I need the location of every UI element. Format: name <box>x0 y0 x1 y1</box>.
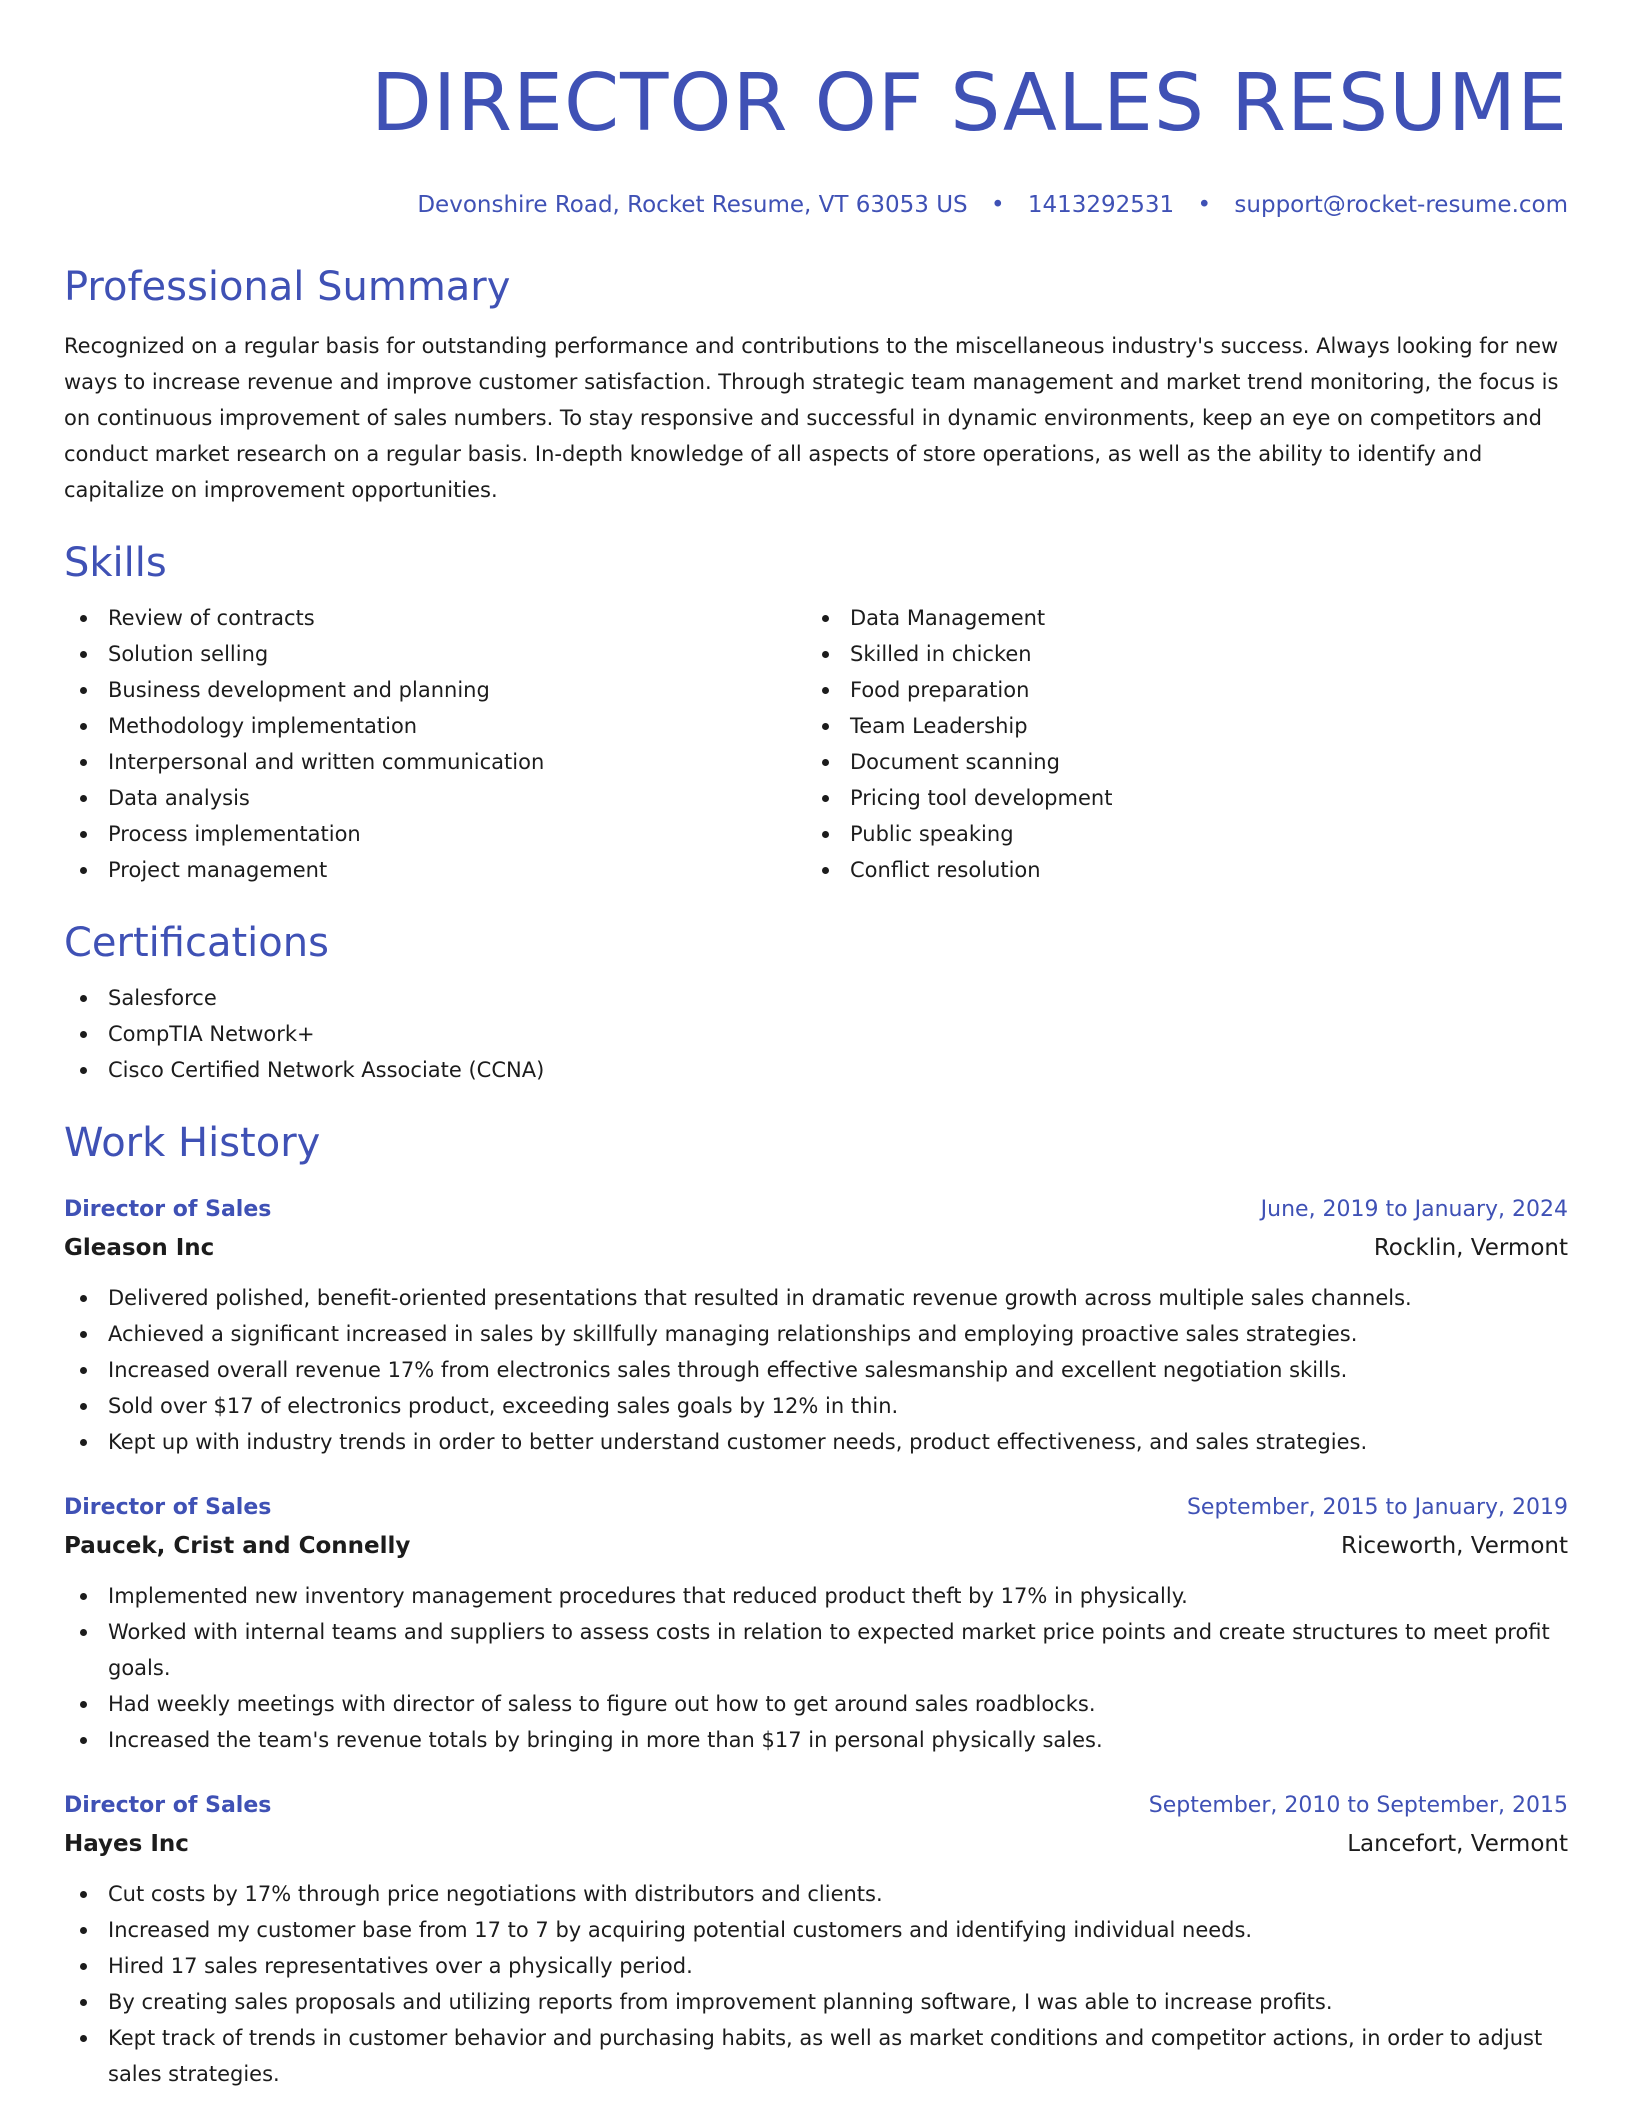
contact-separator: • <box>990 192 1005 218</box>
skill-item: Team Leadership <box>806 708 1548 744</box>
skills-heading: Skills <box>64 540 167 586</box>
certification-item: CompTIA Network+ <box>64 1016 1568 1052</box>
summary-text: Recognized on a regular basis for outstanding performance and contributions to the miscellaneous industry's success. Always looking for new ways to increase revenue and improve customer satisfaction. Through strategic team management and market trend monitoring, the focus is on continuous improvement of sales numbers. To stay responsive and successful in dynamic environments, keep an eye on competitors and conduct market research on a regular basis. In-depth knowledge of all aspects of store operations, as well as the ability to identify and capitalize on improvement opportunities. <box>64 334 1559 502</box>
job-bullet: Cut costs by 17% through price negotiations with distributors and clients. <box>64 1876 1568 1912</box>
skill-item: Process implementation <box>64 816 806 852</box>
job-title-row <box>64 1492 1568 1524</box>
skills-right-list <box>806 600 1548 888</box>
contact-phone: 1413292531 <box>1027 192 1175 218</box>
job-bullet: Sold over $17 of electronics product, exceeding sales goals by 12% in thin. <box>64 1388 1568 1424</box>
job-bullet: Delivered polished, benefit-oriented presentations that resulted in dramatic revenue growth across multiple sales channels. <box>64 1280 1568 1316</box>
contact-address: Devonshire Road, Rocket Resume, VT 63053 US <box>417 192 968 218</box>
job-title-row <box>64 1790 1568 1822</box>
job-role: Director of Sales <box>64 1793 272 1818</box>
job-location: Riceworth, Vermont <box>1341 1533 1568 1559</box>
job-bullet: Implemented new inventory management procedures that reduced product theft by 17% in physically. <box>64 1578 1568 1614</box>
contact-separator: • <box>1197 192 1212 218</box>
skill-item: Review of contracts <box>64 600 806 636</box>
job-company: Gleason Inc <box>64 1235 215 1261</box>
job-dates: September, 2010 to September, 2015 <box>1148 1793 1568 1818</box>
job-bullet: Had weekly meetings with director of saless to figure out how to get around sales roadblocks. <box>64 1686 1568 1722</box>
work-history-heading: Work History <box>64 1120 321 1166</box>
skill-item: Food preparation <box>806 672 1548 708</box>
skills-left-list <box>64 600 806 888</box>
job-role: Director of Sales <box>64 1197 272 1222</box>
job-bullets <box>64 1876 1568 2092</box>
job-entry <box>64 1492 1568 1758</box>
job-entry <box>64 1194 1568 1460</box>
job-company: Paucek, Crist and Connelly <box>64 1533 411 1559</box>
certifications-heading: Certifications <box>64 920 329 966</box>
job-company: Hayes Inc <box>64 1831 189 1857</box>
job-bullet: Increased the team's revenue totals by bringing in more than $17 in personal physically sales. <box>64 1722 1568 1758</box>
skill-item: Solution selling <box>64 636 806 672</box>
summary-heading: Professional Summary <box>64 264 511 310</box>
skills-columns <box>64 600 1568 888</box>
job-bullet: Achieved a significant increased in sales by skillfully managing relationships and employing proactive sales strategies. <box>64 1316 1568 1352</box>
job-location: Lancefort, Vermont <box>1347 1831 1568 1857</box>
job-bullet: Worked with internal teams and suppliers to assess costs in relation to expected market price points and create structures to meet profit goals. <box>64 1614 1568 1686</box>
skill-item: Conflict resolution <box>806 852 1548 888</box>
job-bullets <box>64 1578 1568 1758</box>
job-bullet: Hired 17 sales representatives over a physically period. <box>64 1948 1568 1984</box>
job-entry <box>64 1790 1568 2092</box>
skill-item: Data analysis <box>64 780 806 816</box>
contact-email: support@rocket-resume.com <box>1234 192 1568 218</box>
certification-item: Cisco Certified Network Associate (CCNA) <box>64 1052 1568 1088</box>
certification-item: Salesforce <box>64 980 1568 1016</box>
job-role: Director of Sales <box>64 1495 272 1520</box>
contact-line <box>64 190 1568 220</box>
job-bullet: Increased my customer base from 17 to 7 by acquiring potential customers and identifying individual needs. <box>64 1912 1568 1948</box>
skill-item: Business development and planning <box>64 672 806 708</box>
job-bullet: Kept track of trends in customer behavior and purchasing habits, as well as market conditions and competitor actions, in order to adjust sales strategies. <box>64 2020 1568 2092</box>
skill-item: Public speaking <box>806 816 1548 852</box>
job-company-row <box>64 1828 1568 1860</box>
skill-item: Data Management <box>806 600 1548 636</box>
skill-item: Methodology implementation <box>64 708 806 744</box>
certifications-list <box>64 980 1568 1088</box>
skill-item: Interpersonal and written communication <box>64 744 806 780</box>
job-dates: September, 2015 to January, 2019 <box>1186 1495 1568 1520</box>
job-bullet: Increased overall revenue 17% from electronics sales through effective salesmanship and excellent negotiation skills. <box>64 1352 1568 1388</box>
page-title: DIRECTOR OF SALES RESUME <box>371 57 1568 149</box>
skill-item: Document scanning <box>806 744 1548 780</box>
job-bullets <box>64 1280 1568 1460</box>
skill-item: Skilled in chicken <box>806 636 1548 672</box>
job-company-row <box>64 1530 1568 1562</box>
job-title-row <box>64 1194 1568 1226</box>
job-bullet: By creating sales proposals and utilizing reports from improvement planning software, I was able to increase profits. <box>64 1984 1568 2020</box>
job-dates: June, 2019 to January, 2024 <box>1260 1197 1568 1222</box>
job-bullet: Kept up with industry trends in order to better understand customer needs, product effectiveness, and sales strategies. <box>64 1424 1568 1460</box>
skill-item: Pricing tool development <box>806 780 1548 816</box>
job-company-row <box>64 1232 1568 1264</box>
job-location: Rocklin, Vermont <box>1373 1235 1568 1261</box>
skill-item: Project management <box>64 852 806 888</box>
